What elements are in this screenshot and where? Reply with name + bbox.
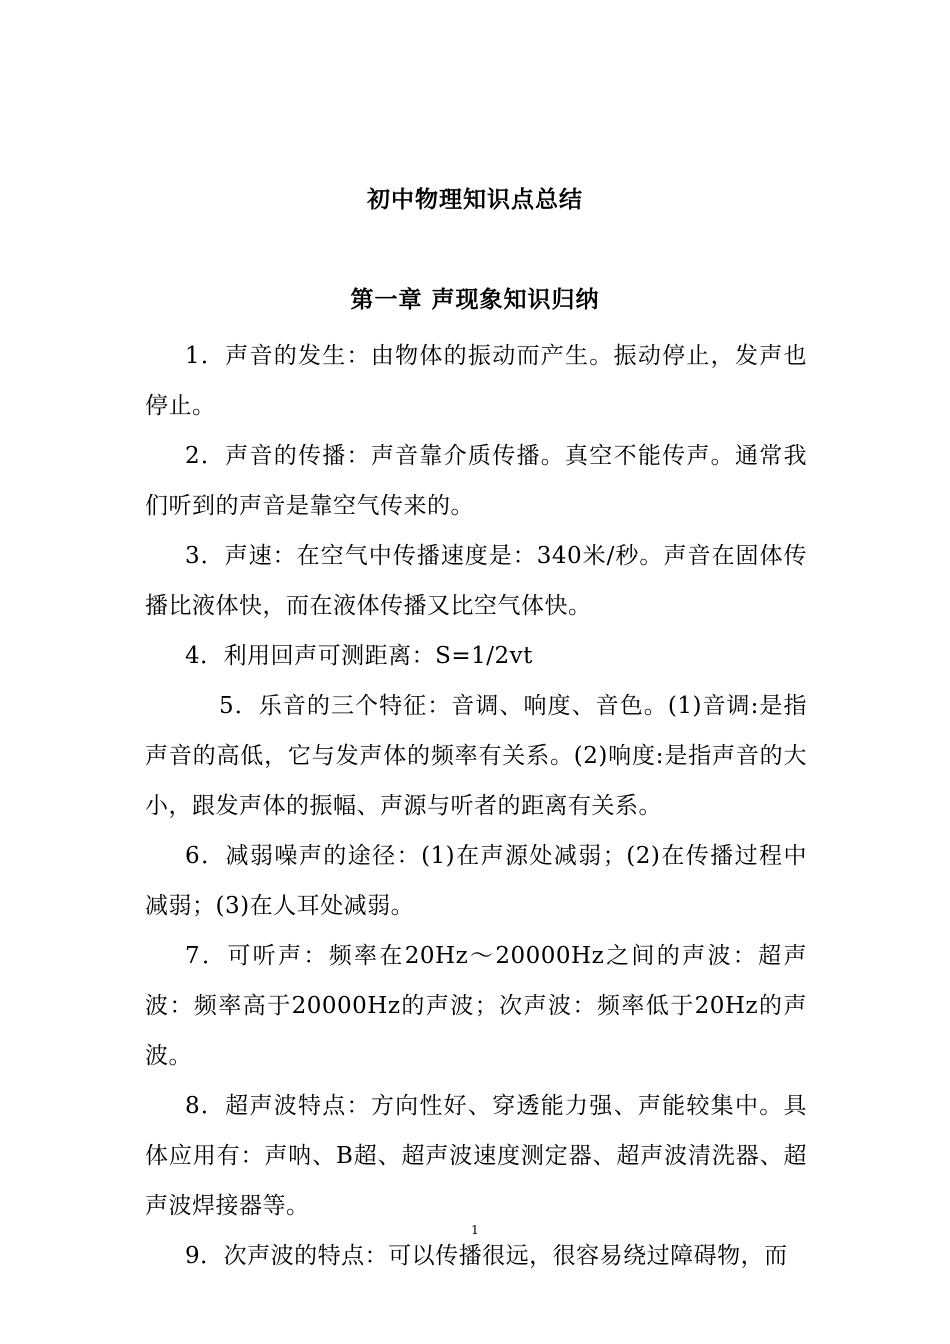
document-body xyxy=(145,331,807,1281)
paragraph-2: 2．声音的传播：声音靠介质传播。真空不能传声。通常我们听到的声音是靠空气传来的。 xyxy=(145,443,807,519)
paragraph-9: 9．次声波的特点：可以传播很远，很容易绕过障碍物，而 xyxy=(185,1243,788,1269)
paragraph-3: 3．声速：在空气中传播速度是：340米/秒。声音在固体传播比液体快，而在液体传播又比空气体快。 xyxy=(145,543,807,619)
document-title: 初中物理知识点总结 xyxy=(367,186,583,213)
paragraph-7: 7．可听声：频率在20Hz～20000Hz之间的声波：超声波：频率高于20000Hz的声波；次声波：频率低于20Hz的声波。 xyxy=(145,943,807,1069)
paragraph-5: 5．乐音的三个特征：音调、响度、音色。(1)音调:是指声音的高低，它与发声体的频率有关系。(2)响度:是指声音的大小，跟发声体的振幅、声源与听者的距离有关系。 xyxy=(145,693,807,819)
paragraph-6: 6．减弱噪声的途径：(1)在声源处减弱；(2)在传播过程中减弱；(3)在人耳处减弱。 xyxy=(145,843,807,919)
paragraph-8: 8．超声波特点：方向性好、穿透能力强、声能较集中。具体应用有：声呐、B超、超声波速度测定器、超声波清洗器、超声波焊接器等。 xyxy=(145,1093,807,1219)
chapter-title: 第一章 声现象知识归纳 xyxy=(350,286,600,313)
page-number: 1 xyxy=(471,1223,479,1237)
paragraph-1: 1．声音的发生：由物体的振动而产生。振动停止，发声也停止。 xyxy=(145,343,807,419)
paragraph-4: 4．利用回声可测距离：S=1/2vt xyxy=(185,643,533,669)
